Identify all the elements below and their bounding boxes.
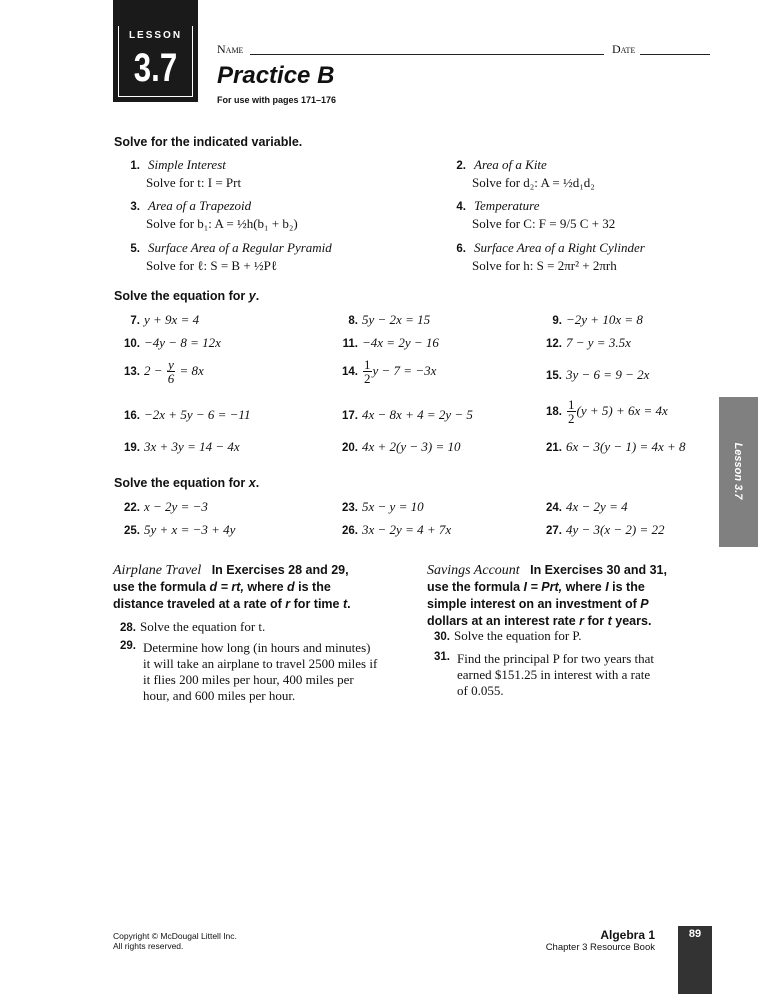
problem-9: 9. −2y + 10x = 8 — [552, 312, 643, 327]
lesson-number: 3.7 — [133, 46, 178, 90]
problem-24: 24. 4x − 2y = 4 — [546, 499, 628, 514]
problem-4-prompt: Solve for C: F = 9/5 C + 32 — [472, 216, 616, 231]
page-title: Practice B — [217, 62, 335, 89]
chapter-label: Chapter 3 Resource Book — [545, 942, 655, 953]
problem-19: 19. 3x + 3y = 14 − 4x — [124, 439, 240, 454]
section2-heading: Solve the equation for y. — [114, 289, 260, 303]
problem-17: 17. 4x − 8x + 4 = 2y − 5 — [342, 407, 473, 422]
problem-8: 8. 5y − 2x = 15 — [348, 312, 431, 327]
name-field[interactable] — [250, 54, 604, 55]
side-tab-label: Lesson 3.7 — [732, 442, 744, 500]
problem-4: 4. Temperature — [456, 198, 540, 213]
airplane-intro: Airplane Travel In Exercises 28 and 29, use the formula d = rt, where d is the distance traveled at a rate of r for time t. — [113, 563, 351, 611]
problem-26: 26. 3x − 2y = 4 + 7x — [342, 522, 452, 537]
problem-13: 13. 2 − $\frac{y}{6}$ = 8x — [124, 357, 204, 386]
problem-3: 3. Area of a Trapezoid — [130, 198, 252, 213]
problem-22: 22. x − 2y = −3 — [124, 499, 208, 514]
problem-10: 10. −4y − 8 = 12x — [124, 335, 221, 350]
problem-1-prompt: Solve for t: I = Prt — [146, 175, 242, 190]
section1-heading: Solve for the indicated variable. — [114, 135, 303, 149]
problem-23: 23. 5x − y = 10 — [342, 499, 424, 514]
problem-2: 2. Area of a Kite — [456, 157, 547, 172]
problem-29: 29. Determine how long (in hours and minutes) it will take an airplane to travel 2500 miles if it flies 200 miles per hour, 400 miles per hour, and 600 miles per hour. — [120, 640, 378, 703]
date-field[interactable] — [640, 54, 710, 55]
problem-21: 21. 6x − 3(y − 1) = 4x + 8 — [546, 439, 686, 454]
problem-12: 12. 7 − y = 3.5x — [546, 335, 631, 350]
savings-intro: Savings Account In Exercises 30 and 31, use the formula I = Prt, where I is the simple interest on an investment of P dollars at an interest rate r for t years. — [427, 563, 667, 628]
problem-15: 15. 3y − 6 = 9 − 2x — [546, 367, 650, 382]
problem-30: 30. Solve the equation for P. — [434, 628, 582, 643]
problem-18: 18. $\frac{1}{2}$ (y + 5) + 6x = 4x — [546, 397, 668, 426]
problem-3-prompt: Solve for b₁: A = ½h(b₁ + b₂) — [146, 216, 298, 231]
problem-6-prompt: Solve for h: S = 2πr² + 2πrh — [472, 258, 617, 273]
page-subtitle: For use with pages 171–176 — [217, 95, 337, 105]
problem-1: 1. Simple Interest — [130, 157, 226, 172]
problem-25: 25. 5y + x = −3 + 4y — [124, 522, 236, 537]
problem-2-prompt: Solve for d₂: A = ½d₁d₂ — [472, 175, 595, 190]
copyright: Copyright © McDougal Littell Inc. All rights reserved. — [113, 931, 237, 951]
lesson-word: LESSON — [128, 30, 183, 41]
problem-11: 11. −4x = 2y − 16 — [342, 335, 439, 350]
problem-5-prompt: Solve for ℓ: S = B + ½Pℓ — [146, 258, 278, 273]
problem-16: 16. −2x + 5y − 6 = −11 — [124, 407, 251, 422]
name-label: Name — [217, 42, 244, 56]
problem-27: 27. 4y − 3(x − 2) = 22 — [546, 522, 665, 537]
problem-20: 20. 4x + 2(y − 3) = 10 — [342, 439, 461, 454]
problem-14: 14. $\frac{1}{2}$ y − 7 = −3x — [342, 357, 437, 386]
problem-6: 6. Surface Area of a Right Cylinder — [456, 240, 645, 255]
problem-31: 31. Find the principal P for two years that earned $151.25 in interest with a rate of 0.055. — [434, 651, 655, 698]
date-label: Date — [612, 42, 636, 56]
problem-5: 5. Surface Area of a Regular Pyramid — [130, 240, 332, 255]
problem-28: 28. Solve the equation for t. — [120, 619, 266, 634]
page-number: 89 — [688, 928, 702, 940]
section3-heading: Solve the equation for x. — [114, 476, 260, 490]
book-title: Algebra 1 — [600, 928, 655, 942]
problem-7: 7. y + 9x = 4 — [130, 312, 200, 327]
